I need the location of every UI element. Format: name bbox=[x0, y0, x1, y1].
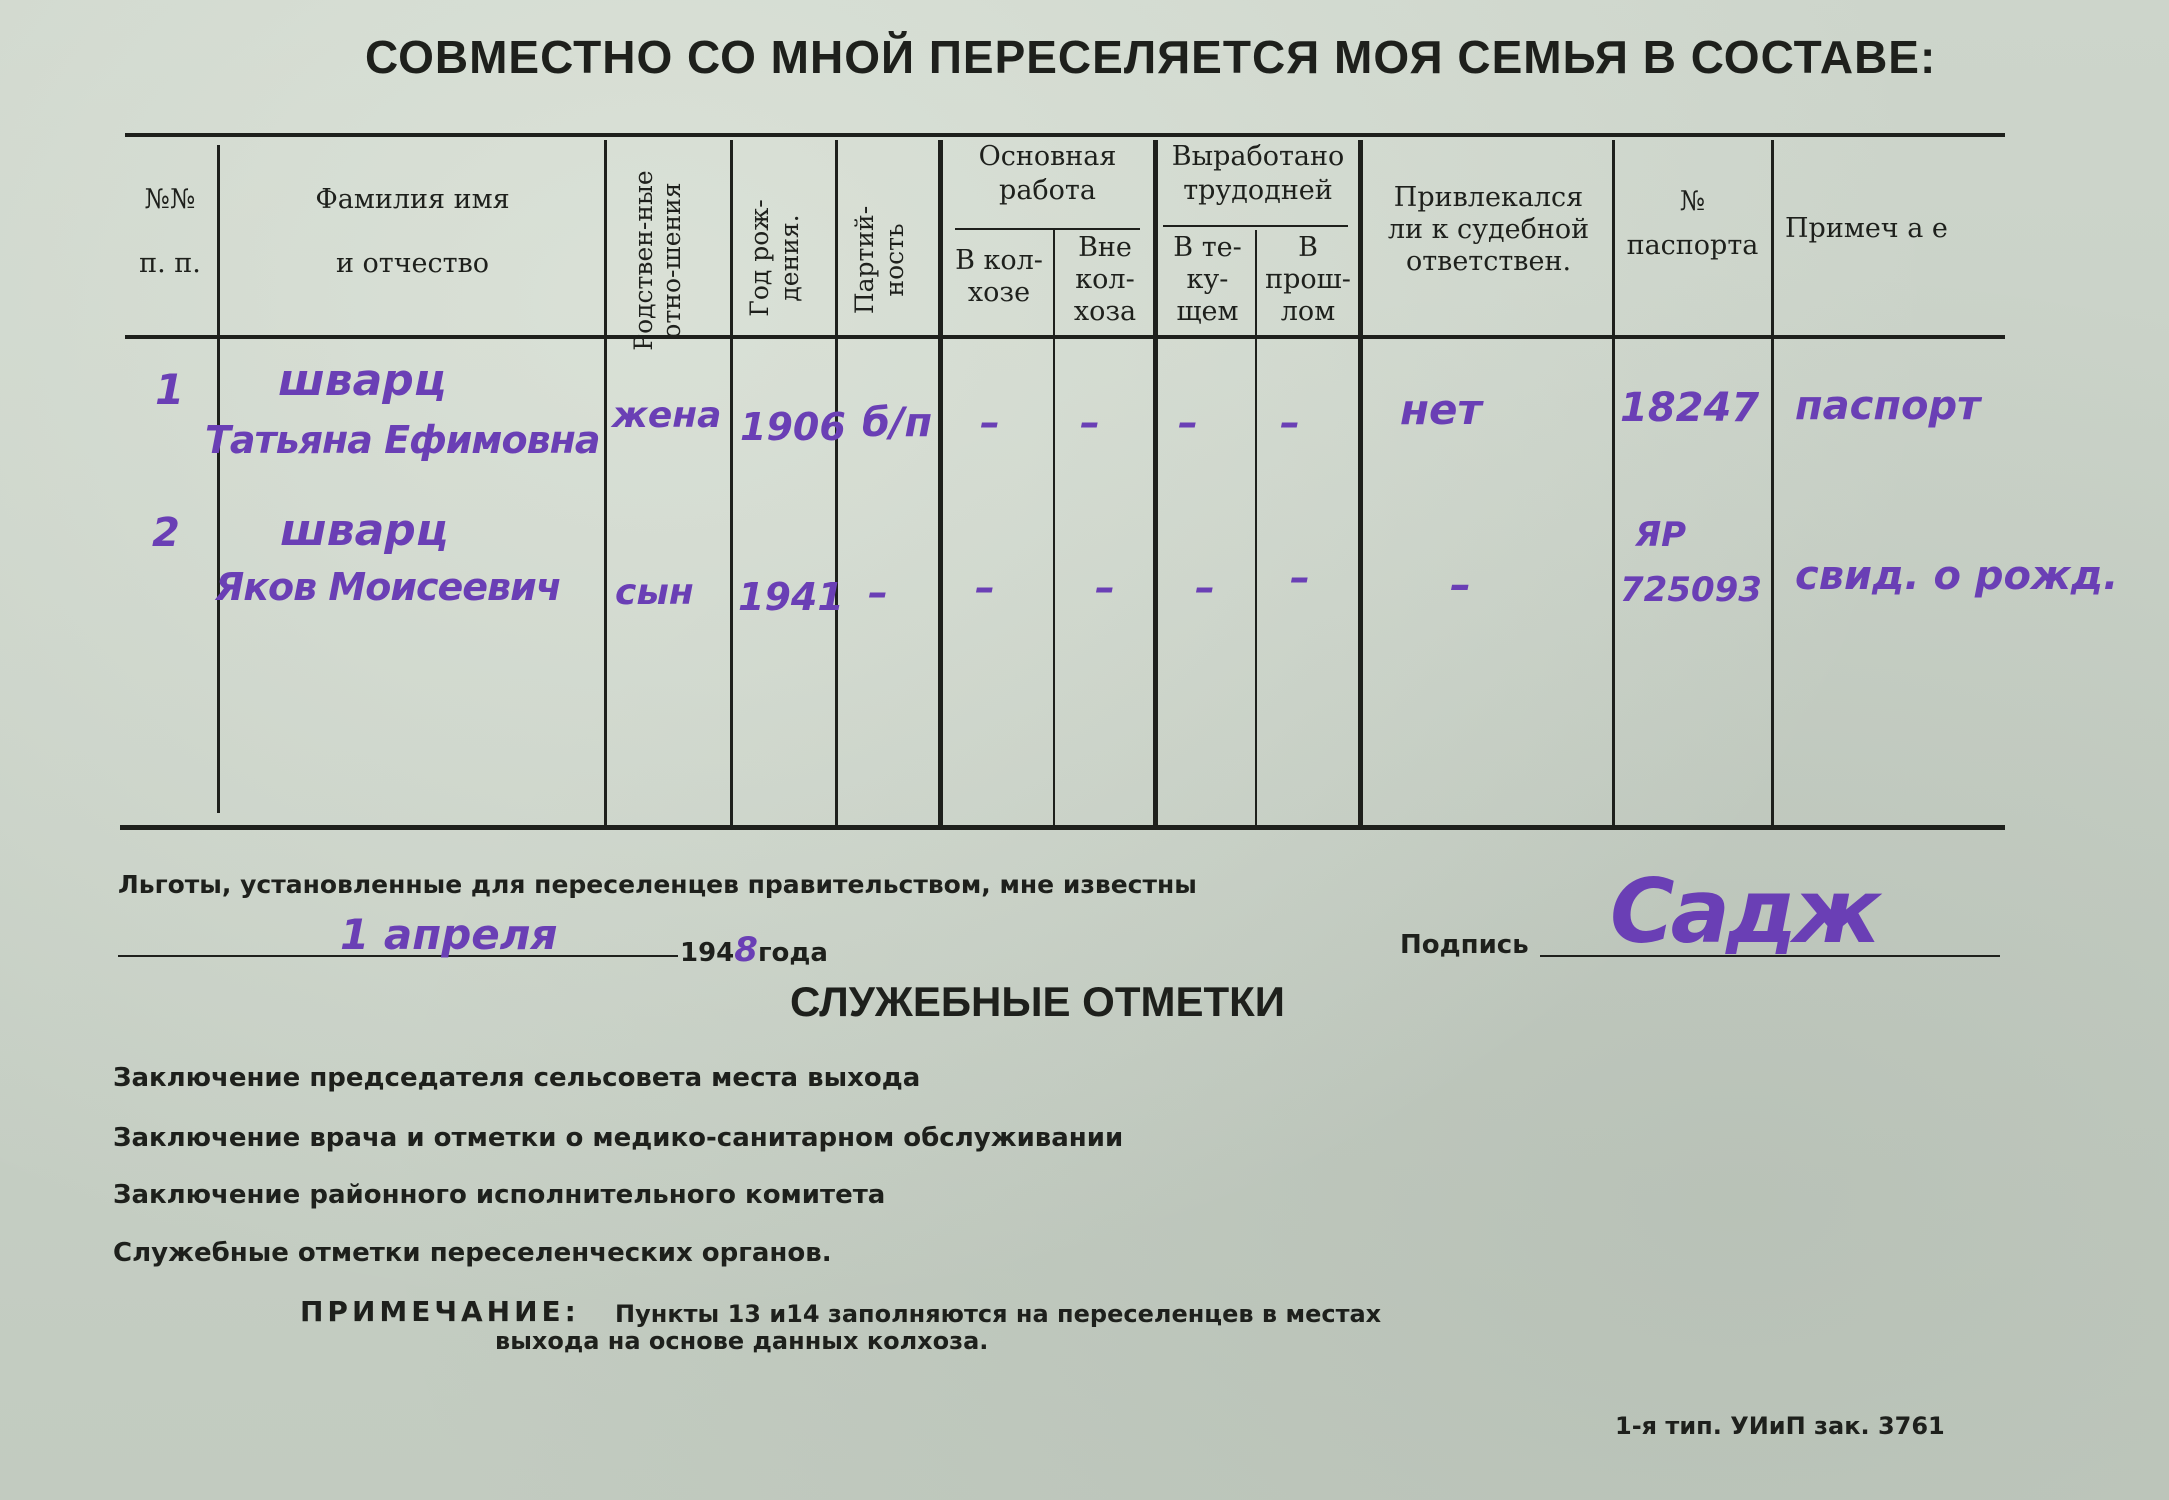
service-title: СЛУЖЕБНЫЕ ОТМЕТКИ bbox=[790, 978, 1285, 1025]
row-1-name: Татьяна Ефимовна bbox=[205, 418, 600, 462]
date-handwritten: 1 апреля bbox=[340, 910, 558, 959]
row-2-in-kolkhoz: – bbox=[975, 565, 995, 611]
note-text-2: выхода на основе данных колхоза. bbox=[495, 1327, 989, 1355]
service-line-4: Служебные отметки переселенческих органов. bbox=[113, 1238, 832, 1268]
row-1-surname: шварц bbox=[278, 355, 447, 406]
row-1-year: 1906 bbox=[740, 405, 846, 449]
table-header-border bbox=[125, 335, 2005, 339]
row-1-current: – bbox=[1178, 400, 1198, 446]
service-line-1: Заключение председателя сельсовета места выхода bbox=[113, 1063, 921, 1093]
header-note: Примеч а е bbox=[1785, 213, 1948, 244]
row-2-passport: 725093 bbox=[1620, 570, 1762, 610]
header-passport bbox=[1615, 180, 1770, 268]
header-past-line-2: прош- bbox=[1265, 264, 1351, 295]
row-2-passport-series: ЯР bbox=[1635, 515, 1687, 555]
service-line-3: Заключение районного исполнительного комитета bbox=[113, 1180, 886, 1210]
row-1-court: нет bbox=[1400, 385, 1482, 434]
col-divider-4 bbox=[835, 140, 838, 825]
header-in-kolkhoz bbox=[945, 245, 1053, 309]
header-workdays-line-2: трудодней bbox=[1183, 175, 1333, 206]
row-1-party: б/п bbox=[862, 400, 933, 446]
header-court-line-1: Привлекался bbox=[1393, 182, 1584, 213]
header-out-kolkhoz bbox=[1057, 232, 1153, 328]
main-work-subdivider bbox=[955, 228, 1140, 230]
header-out-kolkhoz-line-2: кол- bbox=[1075, 264, 1135, 295]
header-in-kolkhoz-line-1: В кол- bbox=[955, 245, 1043, 276]
col-divider-5 bbox=[938, 140, 943, 825]
row-2-relation: сын bbox=[615, 572, 694, 613]
header-relation: Родствен-ные отно-шения bbox=[629, 170, 686, 351]
row-2-party: – bbox=[868, 570, 888, 616]
header-name-line-1: Фамилия имя bbox=[315, 184, 510, 215]
col-divider-1 bbox=[217, 145, 220, 813]
header-in-kolkhoz-line-2: хозе bbox=[967, 277, 1031, 308]
header-court-line-2: ли к судебной bbox=[1387, 214, 1590, 245]
header-past bbox=[1258, 232, 1358, 328]
row-1-num: 1 bbox=[155, 365, 185, 414]
signature-label: Подпись bbox=[1400, 930, 1529, 960]
benefits-text: Льготы, установленные для переселенцев правительством, мне известны bbox=[118, 870, 1197, 899]
workdays-subdivider bbox=[1163, 225, 1348, 227]
header-court-line-3: ответствен. bbox=[1405, 246, 1572, 277]
row-1-out-kolkhoz: – bbox=[1080, 400, 1100, 446]
row-2-num: 2 bbox=[152, 510, 180, 556]
printer-mark: 1-я тип. УИиП зак. 3761 bbox=[1615, 1412, 1945, 1440]
row-2-current: – bbox=[1195, 565, 1215, 611]
header-past-line-1: В bbox=[1298, 232, 1318, 263]
col-divider-9 bbox=[1358, 140, 1363, 825]
header-num-line-1: №№ bbox=[144, 184, 196, 215]
header-past-line-3: лом bbox=[1280, 296, 1336, 327]
header-main-work bbox=[950, 140, 1145, 208]
header-workdays bbox=[1158, 140, 1358, 208]
row-2-note: свид. о рожд. bbox=[1795, 553, 2119, 599]
header-birth-year: Год рож-дения. bbox=[745, 199, 804, 317]
col-divider-2 bbox=[604, 140, 607, 825]
header-passport-line-1: № bbox=[1679, 186, 1706, 217]
header-court bbox=[1366, 182, 1611, 278]
year-suffix: года bbox=[757, 938, 828, 968]
header-workdays-line-1: Выработано bbox=[1171, 141, 1345, 172]
year-line bbox=[680, 930, 828, 970]
note-label: ПРИМЕЧАНИЕ: bbox=[300, 1295, 580, 1328]
header-main-work-line-1: Основная bbox=[978, 141, 1117, 172]
signature-hand: Садж bbox=[1610, 860, 1877, 963]
row-2-name: Яков Моисеевич bbox=[215, 565, 561, 609]
row-1-past: – bbox=[1280, 400, 1300, 446]
row-2-court: – bbox=[1450, 560, 1471, 609]
row-1-in-kolkhoz: – bbox=[980, 400, 1000, 446]
header-num bbox=[125, 183, 215, 281]
header-party: Партий-ность bbox=[850, 205, 909, 315]
table-bottom-border bbox=[120, 825, 2005, 830]
header-current-line-1: В те- bbox=[1173, 232, 1242, 263]
header-current bbox=[1160, 232, 1255, 328]
header-num-line-2: п. п. bbox=[139, 248, 201, 279]
col-divider-8 bbox=[1255, 230, 1257, 825]
header-out-kolkhoz-line-3: хоза bbox=[1073, 296, 1137, 327]
row-1-note: паспорт bbox=[1795, 383, 1981, 429]
header-current-line-2: ку- bbox=[1186, 264, 1229, 295]
header-name bbox=[225, 183, 600, 281]
col-divider-7 bbox=[1153, 140, 1158, 825]
header-main-work-line-2: работа bbox=[999, 175, 1096, 206]
col-divider-11 bbox=[1771, 140, 1774, 825]
row-2-out-kolkhoz: – bbox=[1095, 565, 1115, 611]
year-print: 194 bbox=[680, 938, 735, 968]
col-divider-3 bbox=[730, 140, 733, 825]
row-2-past: – bbox=[1290, 555, 1310, 601]
row-2-year: 1941 bbox=[738, 575, 844, 619]
header-current-line-3: щем bbox=[1176, 296, 1239, 327]
row-2-surname: шварц bbox=[280, 505, 449, 556]
row-1-passport: 18247 bbox=[1620, 385, 1760, 431]
header-passport-line-2: паспорта bbox=[1626, 230, 1759, 261]
table-top-border bbox=[125, 133, 2005, 137]
col-divider-6 bbox=[1053, 230, 1055, 825]
page-title: СОВМЕСТНО СО МНОЙ ПЕРЕСЕЛЯЕТСЯ МОЯ СЕМЬЯ В СОСТАВЕ: bbox=[365, 31, 1937, 83]
header-name-line-2: и отчество bbox=[335, 248, 490, 279]
service-line-2: Заключение врача и отметки о медико-санитарном обслуживании bbox=[113, 1123, 1124, 1153]
note-text-1: Пункты 13 и14 заполняются на переселенцев в местах bbox=[615, 1300, 1382, 1328]
header-out-kolkhoz-line-1: Вне bbox=[1078, 232, 1132, 263]
year-hand: 8 bbox=[734, 930, 758, 970]
row-1-relation: жена bbox=[612, 395, 722, 436]
